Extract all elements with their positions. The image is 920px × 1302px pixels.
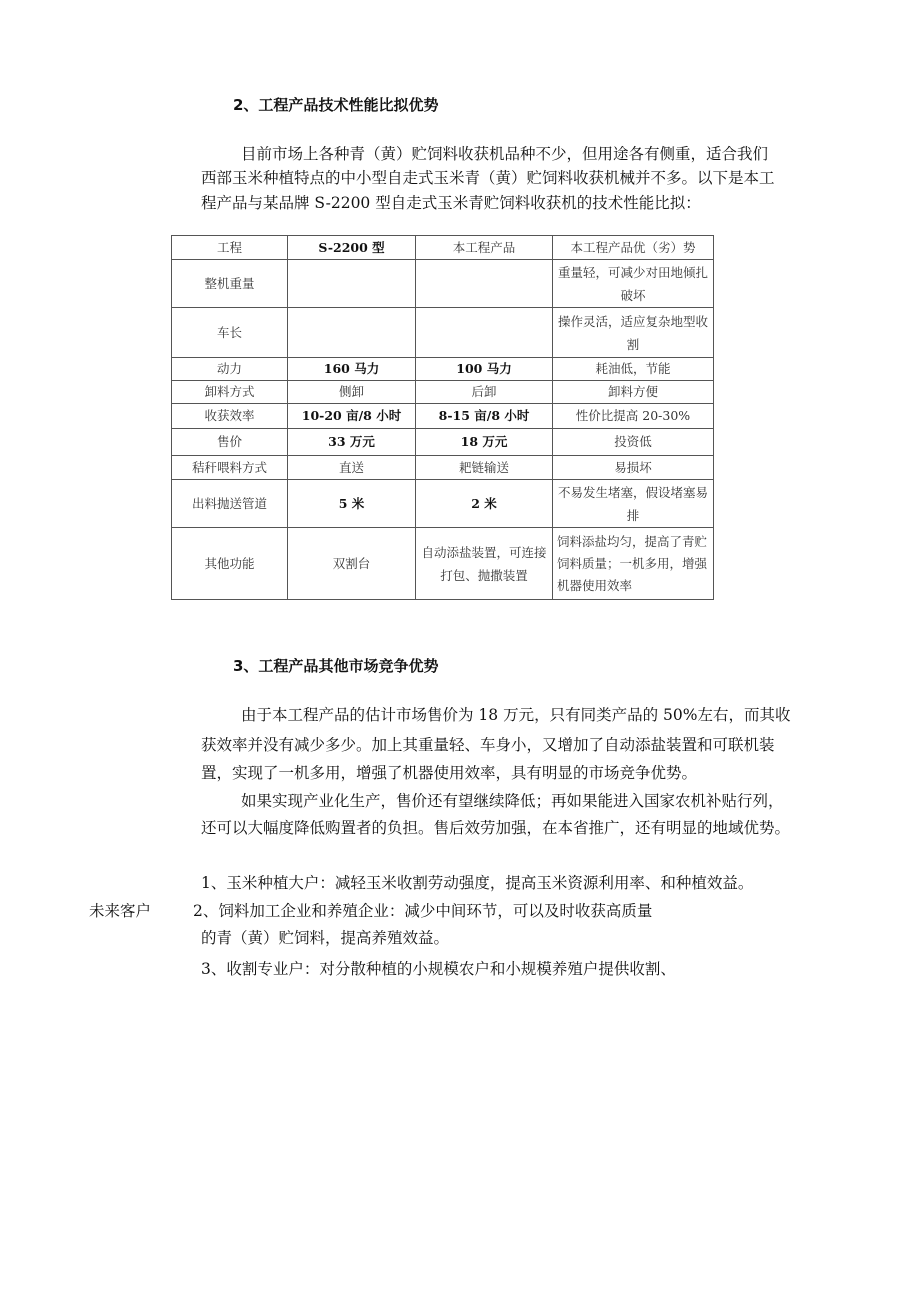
table-cell: 易损坏	[553, 456, 714, 480]
table-cell: 33 万元	[288, 429, 416, 456]
table-cell: 100 马力	[416, 358, 553, 381]
table-header-cell: 本工程产品优（劣）势	[553, 236, 714, 260]
table-row	[172, 308, 714, 358]
table-cell: 5 米	[288, 480, 416, 528]
table-row	[172, 528, 714, 600]
table-row	[172, 260, 714, 308]
table-cell: 直送	[288, 456, 416, 480]
table-row	[172, 480, 714, 528]
table-cell: 双割台	[288, 528, 416, 600]
table-cell: 操作灵活，适应复杂地型收割	[553, 308, 714, 358]
table-cell: 出料抛送管道	[172, 480, 288, 528]
table-cell: 秸秆喂料方式	[172, 456, 288, 480]
customer-item: 3、收割专业户：对分散种植的小规模农户和小规模养殖户提供收割、	[201, 960, 676, 978]
table-row	[172, 358, 714, 381]
section-3-heading: 3、工程产品其他市场竞争优势	[233, 657, 439, 675]
table-cell: 动力	[172, 358, 288, 381]
table-cell: 自动添盐装置，可连接打包、抛撒装置	[416, 528, 553, 600]
table-cell	[416, 260, 553, 308]
table-cell: 卸料方便	[553, 381, 714, 404]
table-row	[172, 456, 714, 480]
table-cell: 投资低	[553, 429, 714, 456]
table-row	[172, 381, 714, 404]
table-cell: 卸料方式	[172, 381, 288, 404]
table-cell	[288, 308, 416, 358]
table-cell: 18 万元	[416, 429, 553, 456]
table-cell: 收获效率	[172, 404, 288, 429]
table-cell: 耙链输送	[416, 456, 553, 480]
section-2-paragraph-line: 目前市场上各种青（黄）贮饲料收获机品种不少，但用途各有侧重，适合我们	[241, 145, 769, 163]
comparison-table	[171, 235, 714, 600]
table-cell: 整机重量	[172, 260, 288, 308]
table-cell: 侧卸	[288, 381, 416, 404]
section-3-paragraph-line: 置，实现了一机多用，增强了机器使用效率，具有明显的市场竞争优势。	[201, 764, 698, 782]
table-cell: 饲料添盐均匀，提高了青贮饲料质量；一机多用，增强机器使用效率	[553, 528, 714, 600]
table-cell: 8-15 亩/8 小时	[416, 404, 553, 429]
table-cell: 10-20 亩/8 小时	[288, 404, 416, 429]
section-3-paragraph-line: 获效率并没有减少多少。加上其重量轻、车身小，又增加了自动添盐装置和可联机装	[201, 736, 775, 754]
table-cell: 不易发生堵塞，假设堵塞易排	[553, 480, 714, 528]
table-row	[172, 404, 714, 429]
table-cell: 性价比提高 20-30%	[553, 404, 714, 429]
table-cell	[288, 260, 416, 308]
table-cell: 重量轻，可减少对田地倾扎破坏	[553, 260, 714, 308]
table-cell: 160 马力	[288, 358, 416, 381]
table-cell: 售价	[172, 429, 288, 456]
section-3-paragraph-line: 还可以大幅度降低购置者的负担。售后效劳加强，在本省推广，还有明显的地域优势。	[201, 819, 791, 837]
section-3-paragraph-line: 如果实现产业化生产，售价还有望继续降低；再如果能进入国家农机补贴行列，	[241, 792, 784, 810]
table-cell: 2 米	[416, 480, 553, 528]
table-header-cell: 工程	[172, 236, 288, 260]
section-2-paragraph-line: 程产品与某品牌 S-2200 型自走式玉米青贮饲料收获机的技术性能比拟：	[201, 194, 701, 212]
table-header-row	[172, 236, 714, 260]
table-cell	[416, 308, 553, 358]
customer-item: 的青（黄）贮饲料，提高养殖效益。	[201, 929, 450, 947]
table-row	[172, 429, 714, 456]
section-2-paragraph-line: 西部玉米种植特点的中小型自走式玉米青（黄）贮饲料收获机械并不多。以下是本工	[201, 169, 775, 187]
table-cell: 其他功能	[172, 528, 288, 600]
table-header-cell: 本工程产品	[416, 236, 553, 260]
table-header-cell: S-2200 型	[288, 236, 416, 260]
customers-label: 未来客户	[89, 902, 152, 920]
table-cell: 耗油低，节能	[553, 358, 714, 381]
section-2-heading: 2、工程产品技术性能比拟优势	[233, 96, 439, 114]
table-cell: 车长	[172, 308, 288, 358]
table-cell: 后卸	[416, 381, 553, 404]
customer-item: 2、饲料加工企业和养殖企业：减少中间环节，可以及时收获高质量	[193, 902, 653, 920]
section-3-paragraph-line: 由于本工程产品的估计市场售价为 18 万元，只有同类产品的 50%左右，而其收	[241, 706, 791, 724]
customer-item: 1、玉米种植大户：减轻玉米收割劳动强度，提高玉米资源利用率、和种植效益。	[201, 874, 754, 892]
